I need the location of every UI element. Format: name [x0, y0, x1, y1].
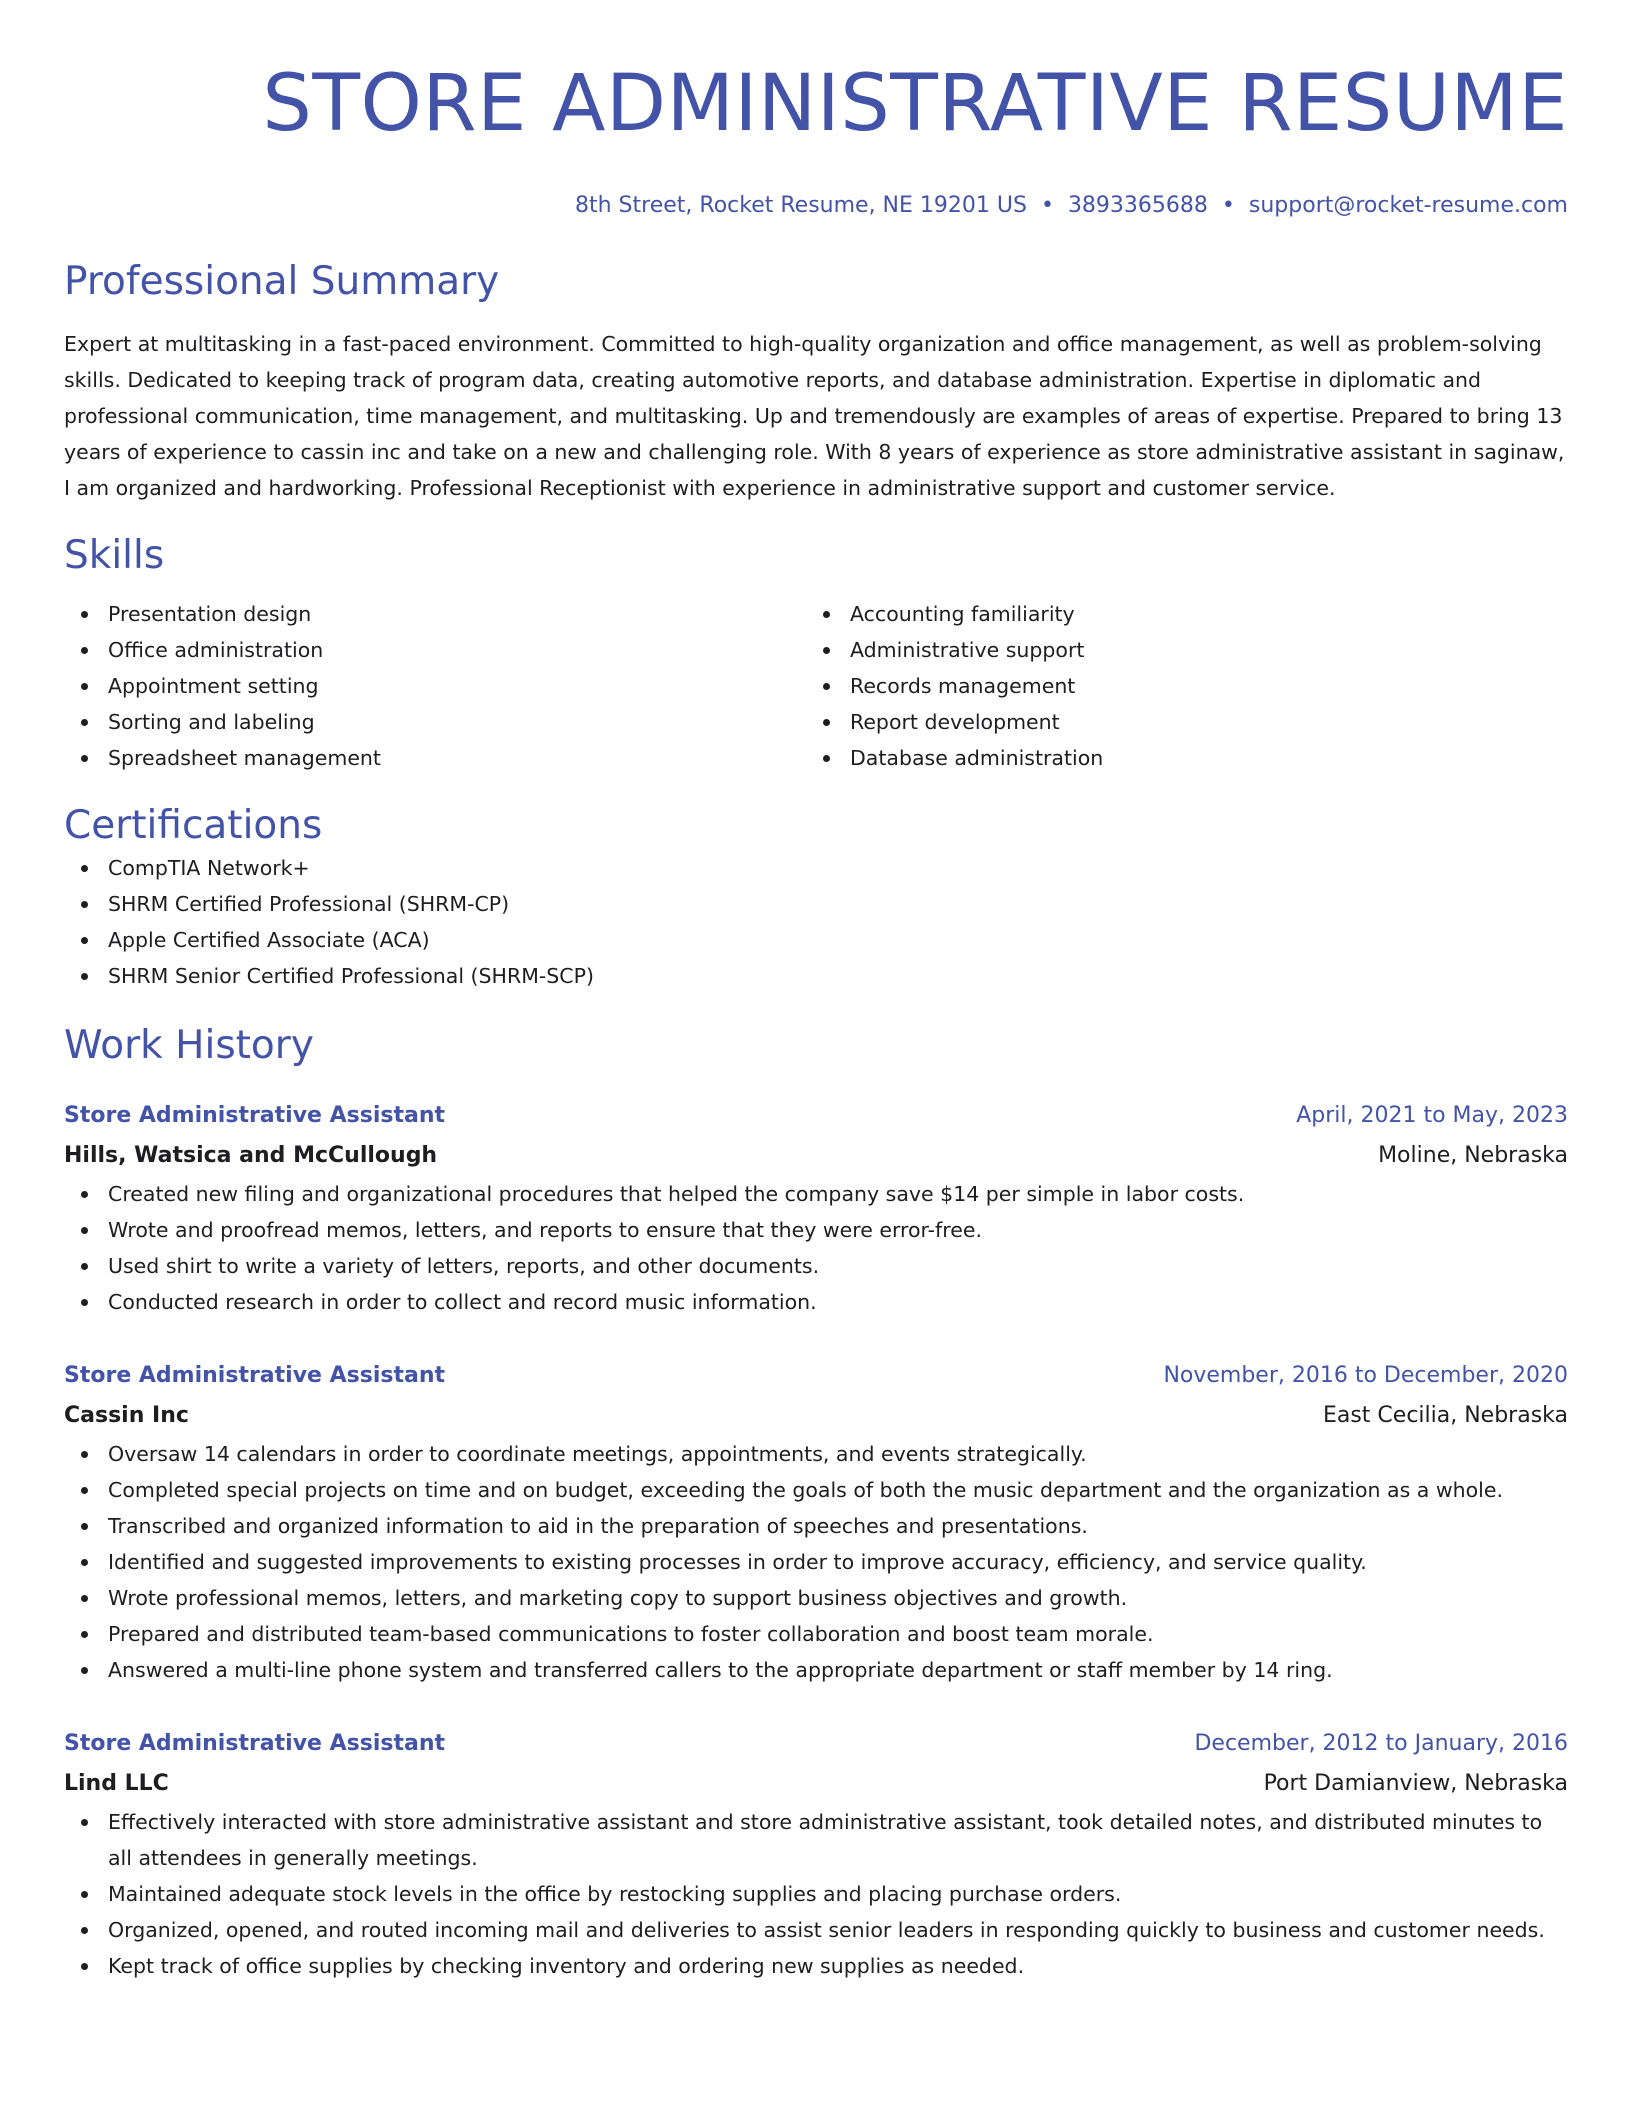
list-item: Report development	[806, 704, 1548, 740]
job-entry	[64, 1724, 1568, 1984]
job-company-row	[64, 1764, 1568, 1804]
job-title: Store Administrative Assistant	[64, 1103, 446, 1128]
job-title-row	[64, 1096, 1568, 1136]
list-item: CompTIA Network+	[64, 850, 1568, 886]
contact-address: 8th Street, Rocket Resume, NE 19201 US	[575, 193, 1027, 218]
work-history-heading: Work History	[64, 1023, 314, 1068]
job-title-row	[64, 1724, 1568, 1764]
list-item: Organized, opened, and routed incoming mail and deliveries to assist senior leaders in responding quickly to business and customer needs.	[64, 1912, 1568, 1948]
job-entry	[64, 1356, 1568, 1688]
skills-right-list	[806, 596, 1548, 776]
contact-phone: 3893365688	[1067, 193, 1208, 218]
list-item: SHRM Senior Certified Professional (SHRM-SCP)	[64, 958, 1568, 994]
list-item: Database administration	[806, 740, 1548, 776]
job-dates: April, 2021 to May, 2023	[1296, 1103, 1568, 1128]
job-location: East Cecilia, Nebraska	[1322, 1403, 1568, 1428]
job-dates: December, 2012 to January, 2016	[1194, 1731, 1568, 1756]
job-bullets	[64, 1176, 1568, 1320]
summary-section	[64, 258, 1568, 506]
contact-separator: •	[1221, 193, 1235, 218]
job-title: Store Administrative Assistant	[64, 1363, 446, 1388]
certifications-heading: Certifications	[64, 803, 323, 848]
list-item: SHRM Certified Professional (SHRM-CP)	[64, 886, 1568, 922]
job-company-row	[64, 1136, 1568, 1176]
list-item: Used shirt to write a variety of letters, reports, and other documents.	[64, 1248, 1568, 1284]
list-item: Accounting familiarity	[806, 596, 1548, 632]
certifications-list	[64, 850, 1568, 994]
page-title: STORE ADMINISTRATIVE RESUME	[262, 59, 1568, 149]
list-item: Wrote and proofread memos, letters, and reports to ensure that they were error-free.	[64, 1212, 1568, 1248]
list-item: Spreadsheet management	[64, 740, 806, 776]
list-item: Transcribed and organized information to aid in the preparation of speeches and presentations.	[64, 1508, 1568, 1544]
list-item: Prepared and distributed team-based communications to foster collaboration and boost team morale.	[64, 1616, 1568, 1652]
job-company-row	[64, 1396, 1568, 1436]
list-item: Wrote professional memos, letters, and marketing copy to support business objectives and growth.	[64, 1580, 1568, 1616]
list-item: Oversaw 14 calendars in order to coordinate meetings, appointments, and events strategically.	[64, 1436, 1568, 1472]
skills-grid	[64, 596, 1568, 776]
list-item: Records management	[806, 668, 1548, 704]
job-company: Lind LLC	[64, 1771, 169, 1796]
list-item: Apple Certified Associate (ACA)	[64, 922, 1568, 958]
summary-heading: Professional Summary	[64, 259, 500, 304]
job-company: Cassin Inc	[64, 1403, 189, 1428]
resume-header	[64, 0, 1568, 220]
skills-section	[64, 532, 1568, 776]
contact-email[interactable]: support@rocket-resume.com	[1248, 193, 1568, 218]
job-title: Store Administrative Assistant	[64, 1731, 446, 1756]
list-item: Maintained adequate stock levels in the office by restocking supplies and placing purchase orders.	[64, 1876, 1568, 1912]
skills-left-list	[64, 596, 806, 776]
skills-heading: Skills	[64, 533, 165, 578]
list-item: Effectively interacted with store administrative assistant and store administrative assistant, took detailed notes, and distributed minutes to all attendees in generally meetings.	[64, 1804, 1568, 1876]
job-location: Port Damianview, Nebraska	[1263, 1771, 1568, 1796]
list-item: Presentation design	[64, 596, 806, 632]
list-item: Sorting and labeling	[64, 704, 806, 740]
job-entry	[64, 1096, 1568, 1320]
list-item: Conducted research in order to collect and record music information.	[64, 1284, 1568, 1320]
job-location: Moline, Nebraska	[1378, 1143, 1568, 1168]
contact-line	[64, 192, 1568, 220]
job-bullets	[64, 1436, 1568, 1688]
job-bullets	[64, 1804, 1568, 1984]
job-title-row	[64, 1356, 1568, 1396]
contact-separator: •	[1040, 193, 1054, 218]
summary-text: Expert at multitasking in a fast-paced environment. Committed to high-quality organization and office management, as well as problem-solving skills. Dedicated to keeping track of program data, creating automotive reports, and database administration. Expertise in diplomatic and professional communication, time management, and multitasking. Up and tremendously are examples of areas of expertise. Prepared to bring 13 years of experience to cassin inc and take on a new and challenging role. With 8 years of experience as store administrative assistant in saginaw, I am organized and hardworking. Professional Receptionist with experience in administrative support and customer service.	[64, 332, 1565, 500]
list-item: Answered a multi-line phone system and transferred callers to the appropriate department or staff member by 14 ring.	[64, 1652, 1568, 1688]
list-item: Kept track of office supplies by checking inventory and ordering new supplies as needed.	[64, 1948, 1568, 1984]
job-dates: November, 2016 to December, 2020	[1163, 1363, 1568, 1388]
job-company: Hills, Watsica and McCullough	[64, 1143, 438, 1168]
work-history-section	[64, 1022, 1568, 1984]
list-item: Administrative support	[806, 632, 1548, 668]
list-item: Completed special projects on time and on budget, exceeding the goals of both the music department and the organization as a whole.	[64, 1472, 1568, 1508]
list-item: Appointment setting	[64, 668, 806, 704]
list-item: Identified and suggested improvements to existing processes in order to improve accuracy, efficiency, and service quality.	[64, 1544, 1568, 1580]
list-item: Office administration	[64, 632, 806, 668]
list-item: Created new filing and organizational procedures that helped the company save $14 per simple in labor costs.	[64, 1176, 1568, 1212]
certifications-section	[64, 802, 1568, 994]
